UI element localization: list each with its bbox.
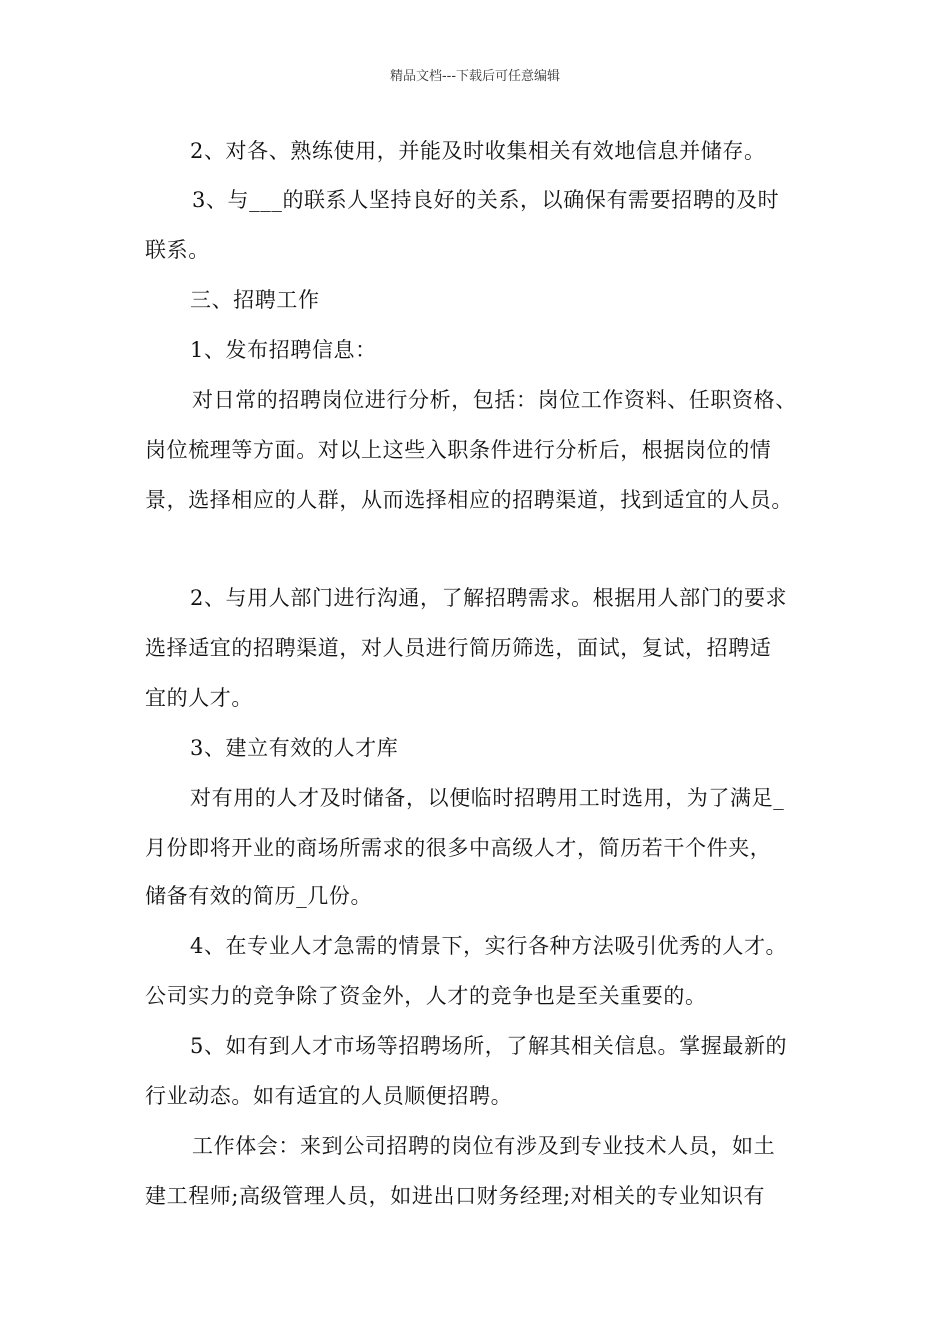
subsection-heading: 1、发布招聘信息：: [190, 338, 377, 362]
paragraph-line: 行业动态。如有适宜的人员顺便招聘。: [145, 1084, 513, 1108]
paragraph-line: 宜的人才。: [145, 686, 253, 710]
paragraph-line: 公司实力的竞争除了资金外，人才的竞争也是至关重要的。: [145, 984, 707, 1008]
paragraph-line: 2、对各、熟练使用，并能及时收集相关有效地信息并储存。: [190, 139, 766, 163]
subsection-heading: 3、建立有效的人才库: [190, 736, 399, 760]
section-heading: 三、招聘工作: [190, 288, 320, 312]
paragraph-line: 对日常的招聘岗位进行分析，包括：岗位工作资料、任职资格、: [192, 388, 797, 412]
paragraph-line: 选择适宜的招聘渠道，对人员进行简历筛选，面试，复试，招聘适: [145, 636, 772, 660]
paragraph-line: 景，选择相应的人群，从而选择相应的招聘渠道，找到适宜的人员。: [145, 488, 793, 512]
paragraph-line: 联系。: [145, 238, 210, 262]
paragraph-line: 建工程师;高级管理人员，如进出口财务经理;对相关的专业知识有: [145, 1184, 766, 1208]
page-header: 精品文档---下载后可任意编辑: [389, 69, 561, 84]
paragraph-line: 对有用的人才及时储备，以便临时招聘用工时选用，为了满足_: [190, 786, 785, 810]
paragraph-line: 储备有效的简历_几份。: [145, 884, 373, 908]
paragraph-line: 5、如有到人才市场等招聘场所，了解其相关信息。掌握最新的: [190, 1034, 788, 1058]
paragraph-line: 3、与___的联系人坚持良好的关系，以确保有需要招聘的及时: [192, 188, 780, 212]
paragraph-line: 工作体会：来到公司招聘的岗位有涉及到专业技术人员，如土: [192, 1134, 776, 1158]
paragraph-line: 2、与用人部门进行沟通，了解招聘需求。根据用人部门的要求: [190, 586, 788, 610]
paragraph-line: 月份即将开业的商场所需求的很多中高级人才，简历若干个件夹，: [145, 836, 772, 860]
paragraph-line: 岗位梳理等方面。对以上这些入职条件进行分析后，根据岗位的情: [145, 438, 772, 462]
paragraph-line: 4、在专业人才急需的情景下，实行各种方法吸引优秀的人才。: [190, 934, 788, 958]
